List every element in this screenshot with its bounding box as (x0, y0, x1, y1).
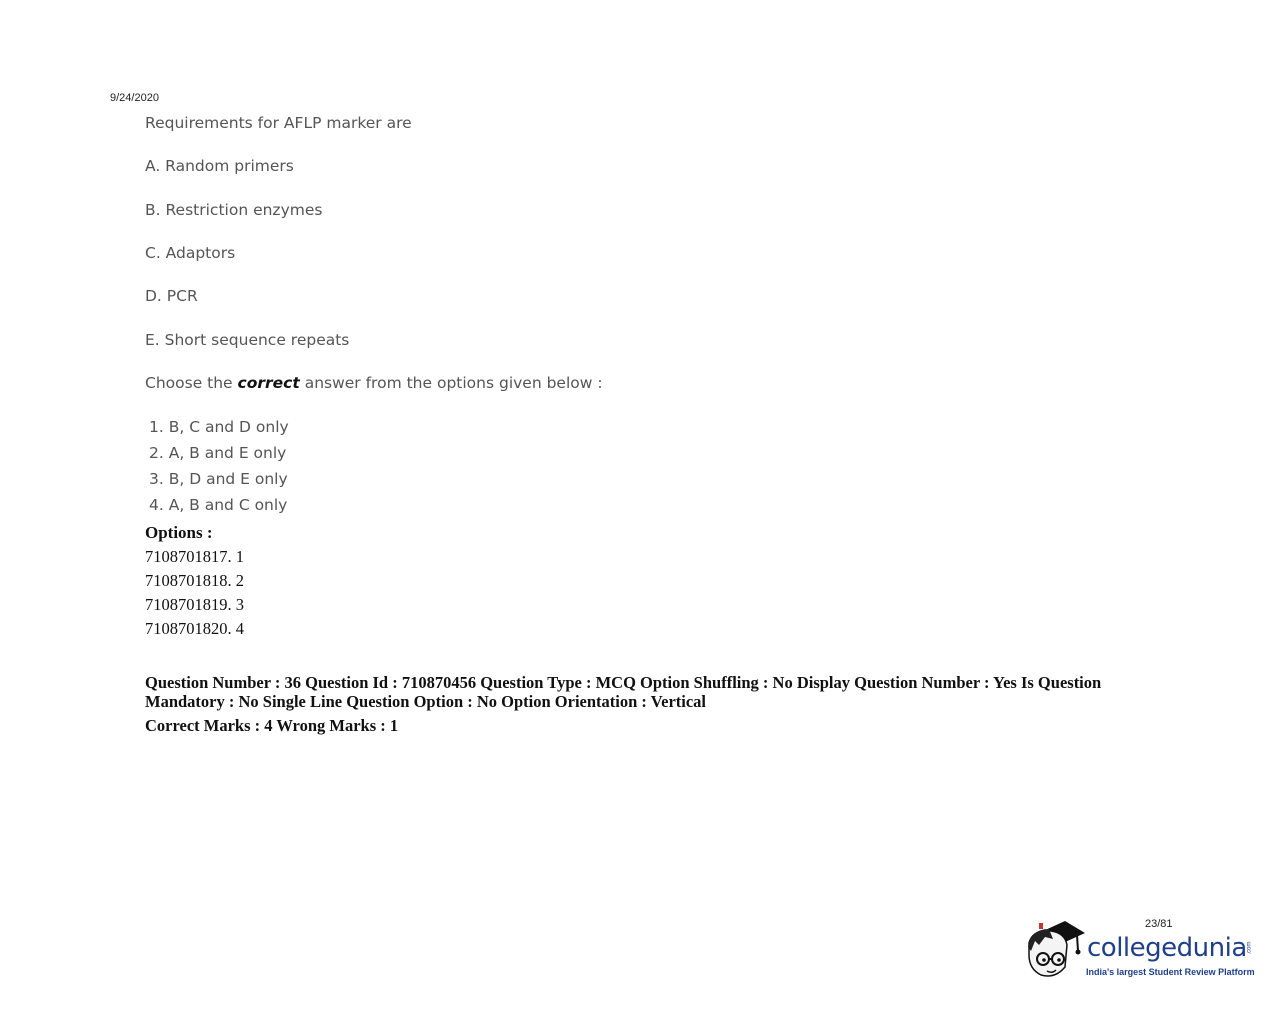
statement-a: A. Random primers (145, 157, 294, 175)
brand-suffix: .com (1246, 941, 1253, 955)
choice-1: 1. B, C and D only (149, 418, 289, 436)
choice-2: 2. A, B and E only (149, 444, 287, 462)
option-id-2: 7108701818. 2 (145, 571, 244, 590)
choice-3: 3. B, D and E only (149, 470, 288, 488)
marks-info: Correct Marks : 4 Wrong Marks : 1 (145, 716, 399, 735)
question-stem: Requirements for AFLP marker are (145, 114, 412, 132)
mascot-logo-icon (1025, 917, 1087, 989)
options-label: Options : (145, 523, 213, 542)
question-metadata: Question Number : 36 Question Id : 710870456 Question Type : MCQ Option Shuffling : No Display Question Number : Yes Is Question Mandatory : No Single Line Question Option : No Option Orientation : Vertical (145, 673, 1102, 711)
instruction: Choose the correct answer from the options given below : (145, 374, 603, 392)
option-id-3: 7108701819. 3 (145, 595, 244, 614)
statement-e: E. Short sequence repeats (145, 331, 350, 349)
footer-branding (1025, 915, 1265, 1005)
statement-b: B. Restriction enzymes (145, 201, 323, 219)
page-number: 23/81 (1145, 918, 1173, 930)
option-id-1: 7108701817. 1 (145, 547, 244, 566)
brand-tagline: India's largest Student Review Platform (1086, 967, 1255, 977)
choice-4: 4. A, B and C only (149, 496, 288, 514)
statement-c: C. Adaptors (145, 244, 236, 262)
option-id-4: 7108701820. 4 (145, 619, 244, 638)
brand-name: collegedunia (1087, 933, 1247, 963)
statement-d: D. PCR (145, 287, 198, 305)
print-date: 9/24/2020 (110, 92, 159, 104)
instruction-emphasis: correct (237, 374, 300, 392)
